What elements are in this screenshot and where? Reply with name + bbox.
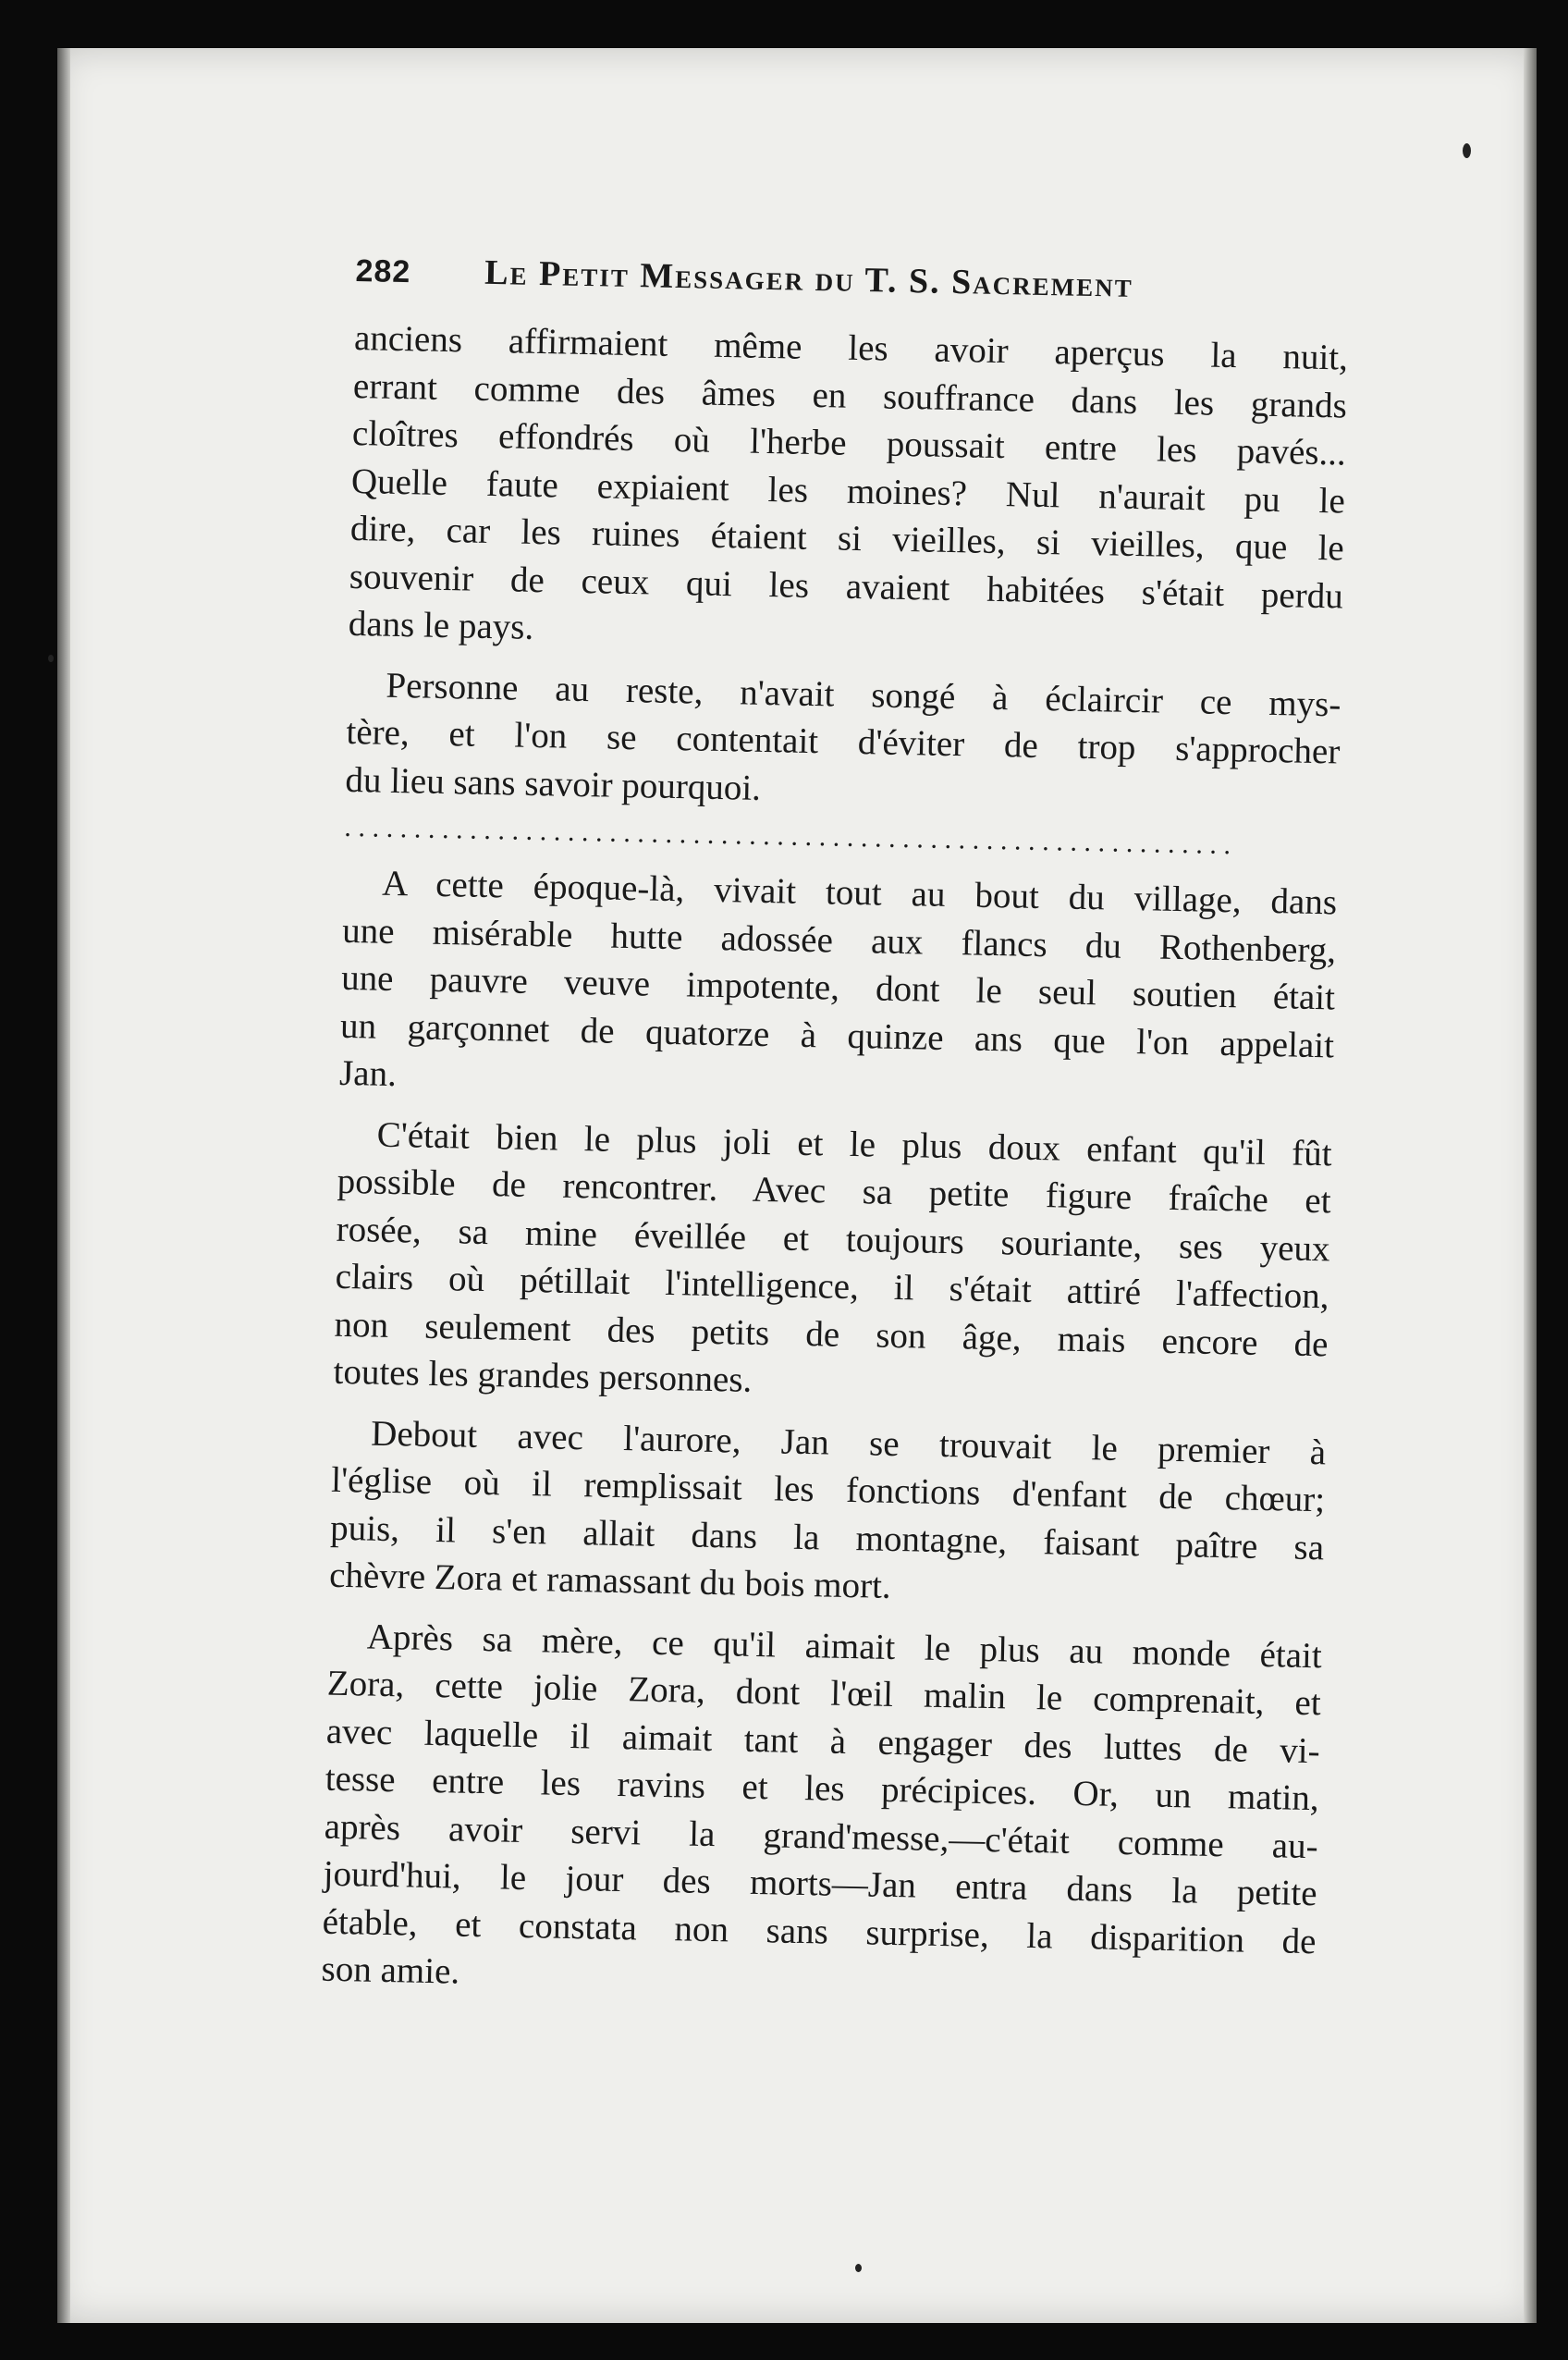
text-line: Personne au reste, n'avait songé à éclaircir ce mys- xyxy=(386,665,1341,724)
paragraph xyxy=(329,1408,1327,1619)
paragraph xyxy=(339,859,1338,1117)
text-line: cloîtres effondrés où l'herbe poussait entre les pavés... xyxy=(351,412,1347,473)
body-text xyxy=(321,314,1348,2013)
running-title: Le Petit Messager du T. S. Sacrement xyxy=(484,252,1134,305)
ink-speck xyxy=(48,655,54,662)
text-line: dire, car les ruines étaient si vieilles, si vieilles, que le xyxy=(349,508,1345,569)
text-line: après avoir servi la grand'messe,—c'était comme au- xyxy=(324,1806,1318,1866)
text-line: dans le pays. xyxy=(348,603,534,647)
text-line: Zora, cette jolie Zora, dont l'œil malin le comprenait, et xyxy=(326,1663,1322,1724)
text-line: l'église où il remplissait les fonctions d'enfant de chœur; xyxy=(330,1459,1326,1520)
text-line: Debout avec l'aurore, Jan se trouvait le premier à xyxy=(370,1413,1327,1472)
text-line: son amie. xyxy=(321,1948,460,1992)
ink-speck xyxy=(855,2264,862,2272)
text-line: anciens affirmaient même les avoir aperçus la nuit, xyxy=(353,317,1349,378)
text-line: chèvre Zora et ramassant du bois mort. xyxy=(328,1555,892,1606)
text-line: souvenir de ceux qui les avaient habitées s'était perdu xyxy=(349,556,1344,616)
text-line: jourd'hui, le jour des morts—Jan entra dans la petite xyxy=(323,1853,1317,1914)
text-line: une misérable hutte adossée aux flancs du Rothenberg, xyxy=(341,910,1337,970)
text-line: une pauvre veuve impotente, dont le seul soutien était xyxy=(340,957,1336,1018)
paragraph xyxy=(345,660,1341,823)
text-line: C'était bien le plus joli et le plus doux enfant qu'il fût xyxy=(376,1114,1333,1174)
text-line: rosée, sa mine éveillée et toujours souriante, ses yeux xyxy=(336,1209,1330,1269)
text-line: puis, il s'en allait dans la montagne, faisant paître sa xyxy=(329,1507,1325,1567)
page-text-block xyxy=(321,250,1350,2013)
paragraph xyxy=(333,1110,1332,1416)
text-line: tesse entre les ravins et les précipices. Or, un matin, xyxy=(325,1758,1320,1819)
page-number: 282 xyxy=(355,252,411,290)
text-line: non seulement des petits de son âge, mais encore de xyxy=(334,1304,1329,1364)
page-edge-left xyxy=(57,48,70,2323)
text-line: errant comme des âmes en souffrance dans les grands xyxy=(352,365,1348,426)
text-line: A cette époque-là, vivait tout au bout du village, dans xyxy=(381,863,1338,923)
text-line: tère, et l'on se contentait d'éviter de trop s'approcher xyxy=(346,711,1341,772)
text-line: toutes les grandes personnes. xyxy=(333,1351,753,1400)
text-line: étable, et constata non sans surprise, la disparition de xyxy=(322,1901,1317,1961)
paragraph xyxy=(348,314,1348,668)
text-line: possible de rencontrer. Avec sa petite figure fraîche et xyxy=(337,1161,1331,1222)
text-line: clairs où pétillait l'intelligence, il s'était attiré l'affection, xyxy=(335,1256,1329,1317)
text-line: Après sa mère, ce qu'il aimait le plus au monde était xyxy=(366,1616,1323,1676)
text-line: du lieu sans savoir pourquoi. xyxy=(345,759,762,808)
dotted-separator: ................................................................ xyxy=(344,811,1239,861)
text-line: Quelle faute expiaient les moines? Nul n'aurait pu le xyxy=(350,461,1346,522)
text-line: avec laquelle il aimait tant à engager des luttes de vi- xyxy=(325,1711,1321,1771)
text-line: Jan. xyxy=(338,1052,398,1095)
paragraph xyxy=(321,1612,1322,2012)
text-line: un garçonnet de quatorze à quinze ans que l'on appelait xyxy=(339,1005,1335,1065)
page-edge-right xyxy=(1524,48,1537,2323)
ink-speck xyxy=(1463,143,1471,158)
